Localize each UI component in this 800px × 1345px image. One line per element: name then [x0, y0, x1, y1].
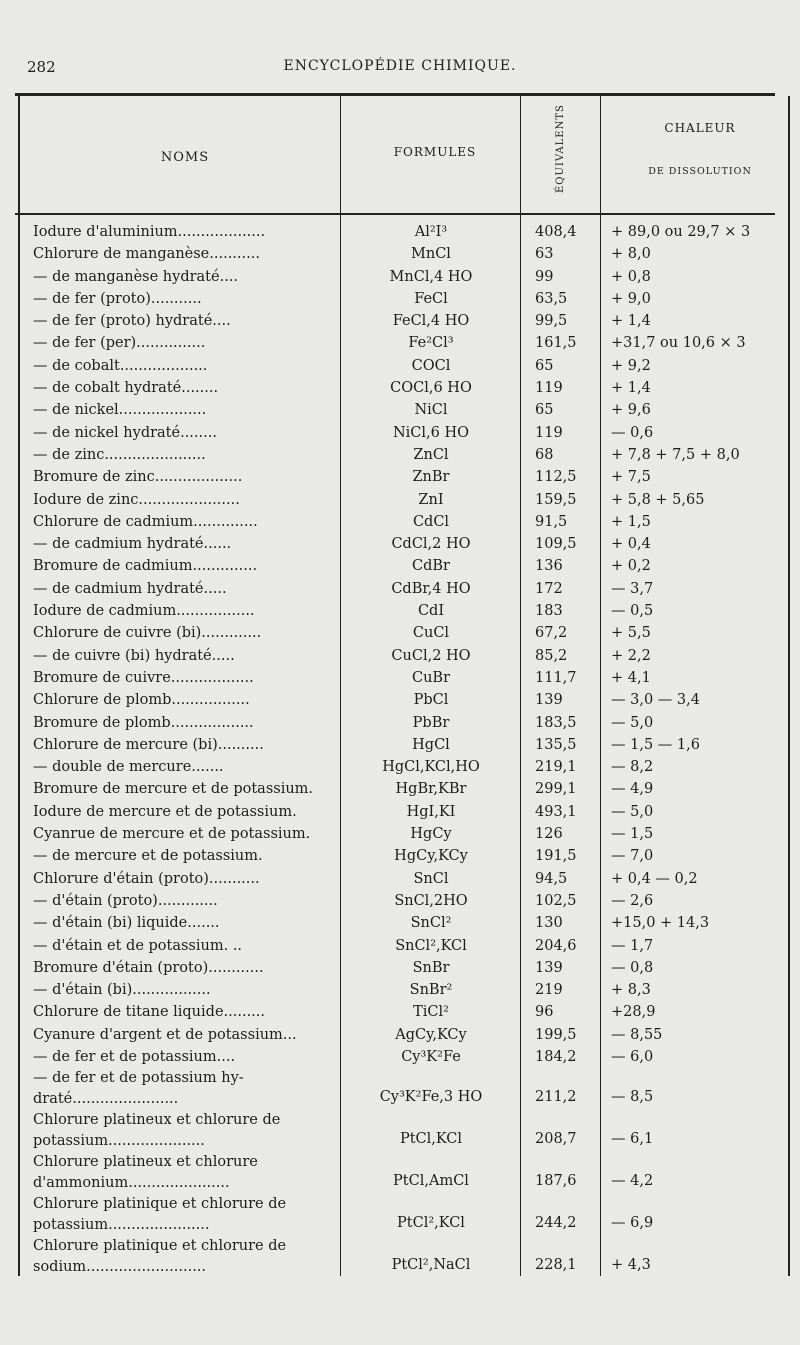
cell-name: — de manganèse hydraté.... [33, 268, 239, 285]
cell-name: — de fer (proto)........... [33, 290, 202, 307]
table-row [15, 332, 795, 354]
cell-heat: — 3,0 — 3,4 [611, 692, 700, 709]
cell-name: — de cadmium hydraté..... [33, 580, 227, 597]
cell-name: Chlorure de plomb................. [33, 692, 250, 709]
table-row [15, 689, 795, 711]
table-row [15, 310, 795, 332]
cell-formula: ZnCl [413, 446, 449, 463]
cell-name: Cyanrue de mercure et de potassium. [33, 826, 311, 843]
cell-name: — de nickel hydraté........ [33, 424, 217, 441]
table-row [15, 355, 795, 377]
cell-name: Iodure de zinc...................... [33, 491, 240, 508]
page-header [0, 58, 800, 80]
table-row [15, 243, 795, 265]
table-row [15, 912, 795, 934]
cell-name: Chlorure platinique et chlorure de potassium...................... [33, 1196, 287, 1234]
cell-name: — de cobalt hydraté........ [33, 380, 219, 397]
table-row [15, 957, 795, 979]
cell-name: — de zinc...................... [33, 446, 206, 463]
cell-heat: + 7,5 [611, 469, 651, 486]
cell-name: Bromure de cuivre.................. [33, 669, 254, 686]
cell-formula: SnBr [412, 959, 450, 976]
cell-formula: PtCl²,KCl [397, 1215, 465, 1232]
cell-name: Chlorure platinique et chlorure de sodium.......................... [33, 1238, 287, 1276]
table-row [15, 266, 795, 288]
cell-equivalent: 408,4 [535, 224, 577, 240]
cell-formula: SnCl [413, 870, 449, 887]
cell-formula: CdBr [412, 558, 450, 575]
cell-formula: CuBr [411, 669, 451, 686]
column-header-equivalents: ÉQUIVALENTS [555, 104, 566, 193]
cell-formula: PtCl,KCl [399, 1131, 463, 1148]
table-row [15, 935, 795, 957]
table-row [15, 1152, 795, 1194]
cell-heat: + 8,3 [611, 982, 651, 999]
cell-formula: HgI,KI [406, 803, 456, 820]
table-row [15, 1046, 795, 1068]
cell-formula: FeCl,4 HO [392, 313, 470, 330]
cell-heat: — 1,7 [611, 937, 654, 954]
cell-equivalent: 187,6 [535, 1173, 577, 1190]
cell-formula: COCl [411, 357, 451, 374]
table-row [15, 533, 795, 555]
cell-heat: — 6,0 [611, 1048, 654, 1065]
cell-equivalent: 94,5 [535, 870, 568, 887]
column-header-formules: FORMULES [393, 145, 477, 159]
cell-name: Chlorure platineux et chlorure de potassium..................... [33, 1112, 281, 1150]
cell-heat: + 2,2 [611, 647, 651, 664]
cell-heat: + 1,5 [611, 513, 651, 530]
table-top-rule [15, 93, 775, 96]
cell-heat: +31,7 ou 10,6 × 3 [611, 335, 746, 352]
cell-heat: + 0,4 — 0,2 [611, 870, 698, 887]
cell-heat: +28,9 [611, 1004, 656, 1021]
cell-heat: + 1,4 [611, 313, 651, 330]
table-row [15, 221, 795, 243]
cell-heat: — 0,5 [611, 603, 654, 620]
cell-equivalent: 204,6 [535, 937, 577, 954]
cell-formula: TiCl² [413, 1004, 449, 1021]
cell-formula: HgCl [412, 736, 450, 753]
cell-equivalent: 228,1 [535, 1257, 577, 1274]
table-body [15, 221, 795, 1278]
cell-name: Iodure de cadmium................. [33, 603, 255, 620]
table-row [15, 667, 795, 689]
table-row [15, 734, 795, 756]
cell-equivalent: 67,2 [535, 625, 568, 642]
cell-heat: — 8,5 [611, 1089, 654, 1106]
cell-name: — d'étain (proto)............. [33, 892, 218, 909]
cell-name: Iodure de mercure et de potassium. [33, 803, 297, 820]
cell-formula: SnCl²,KCl [395, 937, 467, 954]
cell-formula: CuCl,2 HO [391, 647, 471, 664]
table-row [15, 555, 795, 577]
cell-heat: + 0,4 [611, 536, 651, 553]
cell-formula: ZnI [418, 491, 444, 508]
cell-equivalent: 139 [535, 692, 563, 709]
cell-heat: — 4,9 [611, 781, 654, 798]
column-header-dissolution: DE DISSOLUTION [648, 166, 752, 177]
cell-heat: — 5,0 [611, 714, 654, 731]
table-row [15, 823, 795, 845]
table-row [15, 578, 795, 600]
table-row [15, 511, 795, 533]
cell-name: — de cobalt................... [33, 357, 208, 374]
cell-equivalent: 63,5 [535, 290, 568, 307]
table-row [15, 600, 795, 622]
cell-heat: — 3,7 [611, 580, 654, 597]
cell-heat: + 7,8 + 7,5 + 8,0 [611, 446, 740, 463]
cell-heat: + 4,3 [611, 1257, 651, 1274]
cell-equivalent: 183,5 [535, 714, 577, 731]
cell-equivalent: 161,5 [535, 335, 577, 352]
table-row [15, 1001, 795, 1023]
cell-formula: CdCl,2 HO [391, 536, 471, 553]
cell-equivalent: 191,5 [535, 848, 577, 865]
cell-formula: NiCl [414, 402, 448, 419]
table-row [15, 1024, 795, 1046]
cell-name: — de fer et de potassium.... [33, 1048, 236, 1065]
cell-equivalent: 68 [535, 446, 554, 463]
table-row [15, 645, 795, 667]
cell-formula: Cy³K²Fe [401, 1048, 461, 1065]
cell-formula: HgCl,KCl,HO [382, 759, 480, 776]
cell-formula: SnCl² [410, 915, 452, 932]
cell-equivalent: 109,5 [535, 536, 577, 553]
cell-heat: — 4,2 [611, 1173, 654, 1190]
cell-name: Cyanure d'argent et de potassium... [33, 1026, 297, 1043]
cell-name: Chlorure de cuivre (bi)............. [33, 625, 262, 642]
table-row [15, 801, 795, 823]
table-row [15, 622, 795, 644]
table-row [15, 288, 795, 310]
cell-heat: — 1,5 — 1,6 [611, 736, 700, 753]
cell-name: — d'étain (bi) liquide....... [33, 915, 220, 932]
cell-heat: + 5,8 + 5,65 [611, 491, 705, 508]
cell-heat: — 0,8 [611, 959, 654, 976]
cell-name: — de mercure et de potassium. [33, 848, 263, 865]
cell-formula: Fe²Cl³ [408, 335, 454, 352]
cell-heat: + 9,6 [611, 402, 651, 419]
running-title: ENCYCLOPÉDIE CHIMIQUE. [283, 58, 517, 74]
cell-name: Bromure de zinc................... [33, 469, 243, 486]
column-header-chaleur: CHALEUR [664, 121, 736, 135]
table-row [15, 845, 795, 867]
cell-equivalent: 219,1 [535, 759, 577, 776]
cell-name: — de fer (per)............... [33, 335, 206, 352]
table-row [15, 489, 795, 511]
cell-equivalent: 130 [535, 915, 563, 932]
table-row [15, 1068, 795, 1110]
cell-heat: + 0,8 [611, 268, 651, 285]
cell-heat: + 5,5 [611, 625, 651, 642]
cell-name: Iodure d'aluminium................... [33, 224, 266, 240]
cell-heat: + 89,0 ou 29,7 × 3 [611, 224, 751, 240]
cell-heat: +15,0 + 14,3 [611, 915, 710, 932]
cell-equivalent: 244,2 [535, 1215, 577, 1232]
table-row [15, 1110, 795, 1152]
table-row [15, 1194, 795, 1236]
table-row [15, 712, 795, 734]
cell-name: Chlorure platineux et chlorure d'ammonium...................... [33, 1154, 258, 1192]
cell-name: — double de mercure....... [33, 759, 224, 776]
cell-formula: PtCl,AmCl [393, 1173, 469, 1190]
cell-heat: + 9,0 [611, 290, 651, 307]
cell-formula: CdI [417, 603, 445, 620]
cell-name: Bromure d'étain (proto)............ [33, 959, 264, 976]
cell-equivalent: 99 [535, 268, 554, 285]
cell-formula: CdCl [412, 513, 450, 530]
cell-formula: PbCl [413, 692, 449, 709]
cell-equivalent: 172 [535, 580, 563, 597]
cell-name: Bromure de mercure et de potassium. [33, 781, 314, 798]
cell-name: — de fer et de potassium hy- draté....................... [33, 1070, 244, 1108]
cell-equivalent: 136 [535, 558, 563, 575]
cell-formula: ZnBr [412, 469, 450, 486]
cell-heat: — 6,1 [611, 1131, 654, 1148]
cell-formula: NiCl,6 HO [392, 424, 470, 441]
cell-equivalent: 119 [535, 424, 563, 441]
cell-heat: — 1,5 [611, 826, 654, 843]
table-row [15, 422, 795, 444]
cell-name: — de fer (proto) hydraté.... [33, 313, 231, 330]
cell-formula: HgCy [410, 826, 452, 843]
cell-heat: + 1,4 [611, 380, 651, 397]
cell-heat: + 8,0 [611, 246, 651, 263]
table-row [15, 979, 795, 1001]
table-row [15, 778, 795, 800]
cell-equivalent: 63 [535, 246, 554, 263]
cell-formula: SnCl,2HO [394, 892, 468, 909]
cell-formula: FeCl [414, 290, 448, 307]
cell-formula: HgCy,KCy [394, 848, 468, 865]
cell-name: Chlorure de manganèse........... [33, 246, 260, 263]
cell-equivalent: 184,2 [535, 1048, 577, 1065]
cell-equivalent: 91,5 [535, 513, 568, 530]
cell-name: — de cadmium hydraté...... [33, 536, 232, 553]
cell-heat: — 6,9 [611, 1215, 654, 1232]
cell-name: — de nickel................... [33, 402, 207, 419]
cell-equivalent: 119 [535, 380, 563, 397]
cell-formula: COCl,6 HO [390, 380, 472, 397]
table-header-rule [15, 213, 775, 215]
cell-name: — de cuivre (bi) hydraté..... [33, 647, 235, 664]
table-row [15, 444, 795, 466]
cell-heat: — 7,0 [611, 848, 654, 865]
cell-name: Bromure de plomb.................. [33, 714, 254, 731]
cell-heat: — 5,0 [611, 803, 654, 820]
cell-heat: + 9,2 [611, 357, 651, 374]
table-row [15, 890, 795, 912]
cell-heat: + 0,2 [611, 558, 651, 575]
cell-equivalent: 299,1 [535, 781, 577, 798]
cell-equivalent: 111,7 [535, 669, 577, 686]
data-table [15, 93, 780, 1283]
cell-equivalent: 65 [535, 402, 554, 419]
cell-formula: AgCy,KCy [395, 1026, 467, 1043]
cell-heat: — 2,6 [611, 892, 654, 909]
cell-name: — d'étain (bi)................. [33, 982, 211, 999]
cell-equivalent: 99,5 [535, 313, 568, 330]
cell-formula: Al²I³ [414, 224, 448, 240]
cell-formula: SnBr² [409, 982, 453, 999]
cell-equivalent: 102,5 [535, 892, 577, 909]
cell-formula: CuCl [412, 625, 450, 642]
cell-equivalent: 126 [535, 826, 563, 843]
cell-equivalent: 183 [535, 603, 563, 620]
cell-formula: MnCl,4 HO [389, 268, 473, 285]
table-row [15, 756, 795, 778]
cell-heat: — 8,55 [611, 1026, 663, 1043]
cell-equivalent: 211,2 [535, 1089, 577, 1106]
cell-equivalent: 112,5 [535, 469, 577, 486]
cell-name: — d'étain et de potassium. .. [33, 937, 243, 954]
cell-equivalent: 199,5 [535, 1026, 577, 1043]
cell-heat: — 8,2 [611, 759, 654, 776]
cell-formula: Cy³K²Fe,3 HO [379, 1089, 483, 1106]
cell-name: Bromure de cadmium.............. [33, 558, 258, 575]
cell-equivalent: 493,1 [535, 803, 577, 820]
cell-name: Chlorure d'étain (proto)........... [33, 870, 260, 887]
cell-equivalent: 159,5 [535, 491, 577, 508]
cell-equivalent: 208,7 [535, 1131, 577, 1148]
cell-name: Chlorure de mercure (bi).......... [33, 736, 264, 753]
cell-heat: — 0,6 [611, 424, 654, 441]
table-row [15, 399, 795, 421]
cell-name: Chlorure de cadmium.............. [33, 513, 258, 530]
cell-formula: PtCl²,NaCl [391, 1257, 471, 1274]
cell-equivalent: 139 [535, 959, 563, 976]
cell-formula: MnCl [411, 246, 451, 263]
cell-equivalent: 219 [535, 982, 563, 999]
table-row [15, 466, 795, 488]
table-row [15, 1236, 795, 1278]
table-row [15, 377, 795, 399]
cell-formula: CdBr,4 HO [391, 580, 471, 597]
page-number: 282 [27, 58, 56, 76]
cell-name: Chlorure de titane liquide......... [33, 1004, 266, 1021]
table-row [15, 868, 795, 890]
cell-equivalent: 65 [535, 357, 554, 374]
cell-equivalent: 96 [535, 1004, 554, 1021]
cell-equivalent: 85,2 [535, 647, 568, 664]
cell-equivalent: 135,5 [535, 736, 577, 753]
cell-formula: PbBr [412, 714, 450, 731]
cell-heat: + 4,1 [611, 669, 651, 686]
column-header-noms: NOMS [160, 150, 210, 165]
cell-formula: HgBr,KBr [395, 781, 467, 798]
